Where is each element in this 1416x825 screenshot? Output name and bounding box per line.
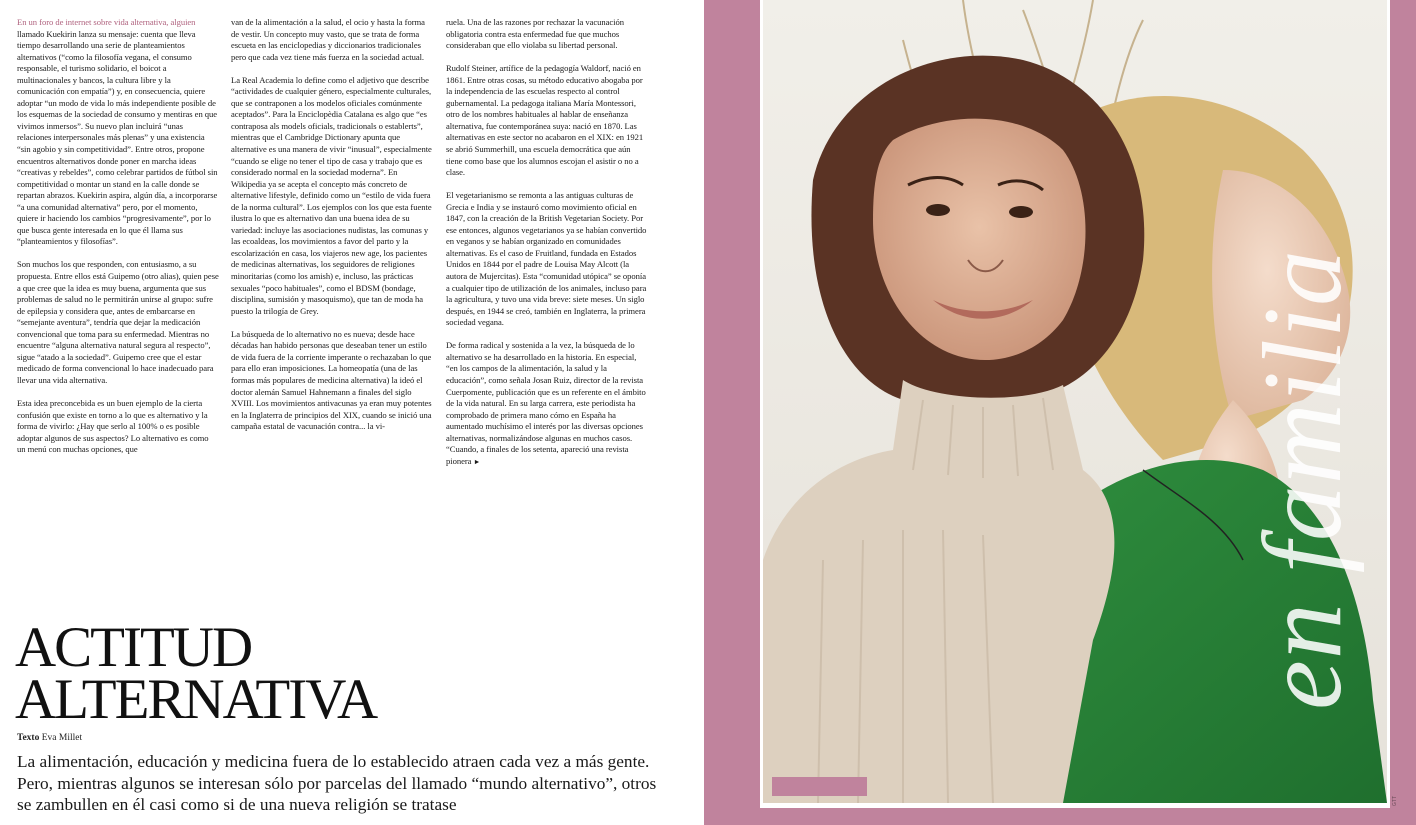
- paragraph: Rudolf Steiner, artífice de la pedagogía Waldorf, nació en 1861. Entre otras cosas, su método educativo abogaba por la independencia de las escuelas respecto al control gubernamental. La pedagoga italiana María Montessori, otro de los nombres habituales al hablar de enseñanza alternativa, fue contemporánea suya: nació en 1870. Las alternativas en este sector no acabaron en el XIX: en 1921 se abrió Summerhill, una escuela democrática que aún tiene como base que los alumnos escojan el asistir o no a clase.: [446, 63, 644, 178]
- title-line-2: ALTERNATIVA: [15, 668, 377, 731]
- paragraph: La búsqueda de lo alternativo no es nueva; desde hace décadas han habido personas que deseaban tener un estilo de vida fuera de la corriente imperante o rechazaban lo que para ello eran imposiciones. La homeopatía (una de las formas más populares de medicina alternativa) la ideó el doctor alemán Samuel Hahnemann a finales del siglo XVIII. Los movimientos antivacunas ya eran muy potentes en la Inglaterra de principios del XIX, cuando se inició una campaña estatal de vacunación contra... la vi-: [231, 328, 432, 432]
- byline: [17, 733, 82, 743]
- article-title: [15, 616, 377, 731]
- byline-label: Texto: [17, 733, 40, 743]
- article-dek: La alimentación, educación y medicina fuera de lo establecido atraen cada vez a más gente. Pero, mientras algunos se interesan sólo por parcelas del llamado “mundo alternativo”, otros se zambullen en él casi como si de una nueva religión se tratase: [17, 752, 657, 814]
- article-column-3: [446, 17, 649, 480]
- continue-arrow-icon: ►: [473, 457, 481, 466]
- paragraph: En un foro de internet sobre vida alternativa, alguien llamado Kuekirin lanza su mensaje: cuenta que lleva tiempo desarrollando una serie de planteamientos alternativos (“como la filosofía vegana, el consumo responsable, el turismo solidario, el boicot a multinacionales y bancos, la cultura libre y la comunicación con empatía”) y, en consecuencia, quiere adoptar “un modo de vida lo más independiente posible de los esquemas de la sociedad de consumo y mentiras en que vivimos inmersos”. Su nuevo plan incluirá “unas relaciones interpersonales más plenas” y una existencia “sin agobio y sin competitividad”. Entre otros, propone encuentros alternativos donde poner en marcha ideas “creativas y rebeldes”, como celebrar partidos de fútbol sin competitividad o montar un stand en la calle donde se repartan abrazos. Kuekirin aspira, algún día, a incorporarse “a una comunidad alternativa” pero, por el momento, quiere ir haciendo los cambios “progresivamente”, por lo que busca gente interesada en lo que él llama sus “planteamientos y filosofías”.: [17, 17, 218, 247]
- photo-credit: GTT: [1392, 796, 1398, 806]
- paragraph: De forma radical y sostenida a la vez, la búsqueda de lo alternativo se ha desarrollado en la historia. En especial, “en los campos de la alimentación, la salud y la educación”, como señala Josan Ruiz, director de la revista Cuerpomente, publicación que es un referente en el ámbito de la vida natural. En su larga carrera, este periodista ha comprobado de primera mano cómo en España ha aumentado muchísimo el interés por las diversas opciones alternativas, normalizándose algunas en muchos casos. “Cuando, a finales de los setenta, apareció una revista pionera ►: [446, 340, 646, 466]
- paragraph: Esta idea preconcebida es un buen ejemplo de la cierta confusión que existe en torno a lo que es alternativo y la forma de vivirlo: ¿Hay que serlo al 100% o es posible adoptar algunos de sus aspectos? Lo alternativo es como un menú con muchas opciones, que: [17, 398, 209, 455]
- paragraph: ruela. Una de las razones por rechazar la vacunación obligatoria contra esta enfermedad fue que muchos consideraban que ello violaba su libertad personal.: [446, 17, 625, 51]
- article-column-2: [231, 17, 433, 444]
- paragraph: La Real Academia lo define como el adjetivo que describe “actividades de cualquier género, especialmente culturales, que se contraponen a los modelos oficiales comúnmente aceptados”. Para la Enciclopèdia Catalana es algo que “es contraposa als models oficials, tradicionals o establerts”, mientras que el Cambridge Dictionary apunta que alternative es una manera de vivir “inusual”, especialmente “cuando se elige no tener el tipo de casa y trabajo que es considerado normal en la sociedad moderna”. En Wikipedia ya se acepta el concepto más concreto de alternative lifestyle, definido como un “estilo de vida fuera de la norma cultural”. Los ejemplos con los que esta fuente ilustra lo que es alternativo dan una buena idea de su variedad: incluye las asociaciones nudistas, las comunas y las ecoaldeas, los movimientos a favor del parto y la escolarización en casa, los viajeros new age, los pacientes de medicinas alternativas, los seguidores de religiones minoritarias (como los amish) e, incluso, las prácticas sexuales “poco habituales”, como el BDSM (bondage, disciplina, sumisión y masoquismo), que tan de moda ha puesto la trilogía de Grey.: [231, 74, 432, 316]
- paragraph: Son muchos los que responden, con entusiasmo, a su propuesta. Entre ellos está Guipemo (otro alias), quien pese a que cree que la idea es muy buena, argumenta que sus problemas de salud no le permitirán unirse al grupo: sufre de epilepsia y considera que, antes de embarcarse en “semejante aventura”, tendría que dejar la medicación convencional que toma para su enfermedad. Mientras no encuentre “alguna alternativa natural segura al respecto”, sigue “atado a la sociedad”. Guipemo cree que el estar medicado de forma convencional lo hace inadecuado para llevar una vida alternativa.: [17, 259, 219, 385]
- byline-author: Eva Millet: [41, 733, 83, 743]
- article-column-1: [17, 17, 219, 467]
- section-title-vertical: en familia: [1241, 248, 1365, 710]
- paragraph: van de la alimentación a la salud, el ocio y hasta la forma de vestir. Un concepto muy vasto, que se trata de forma escueta en las enciclopedias y diccionarios tradicionales pero que cada vez tiene más fuerza en la sociedad actual.: [231, 17, 425, 62]
- paragraph: El vegetarianismo se remonta a las antiguas culturas de Grecia e India y se instauró como movimiento oficial en 1847, con la creación de la British Vegetarian Society. Por ese entonces, algunos vegetarianos ya se habían convertido en veganos y se habían organizado en comunidades alternativas. Es el caso de Fruitland, fundada en Estados Unidos en 1844 por el padre de Louisa May Alcott (la autora de Mujercitas). Esta “comunidad utópica” se oponía a cualquier tipo de utilización de los animales, incluso para la agricultura, y tuvo una vida breve: siete meses. Un siglo después, en 1944 se creó, también en Inglaterra, la primera sociedad vegana.: [446, 190, 647, 328]
- title-line-1: ACTITUD: [15, 616, 252, 679]
- lead-in: En un foro de internet sobre vida alternativa, alguien: [17, 17, 196, 27]
- pink-tab-decoration: [772, 777, 867, 796]
